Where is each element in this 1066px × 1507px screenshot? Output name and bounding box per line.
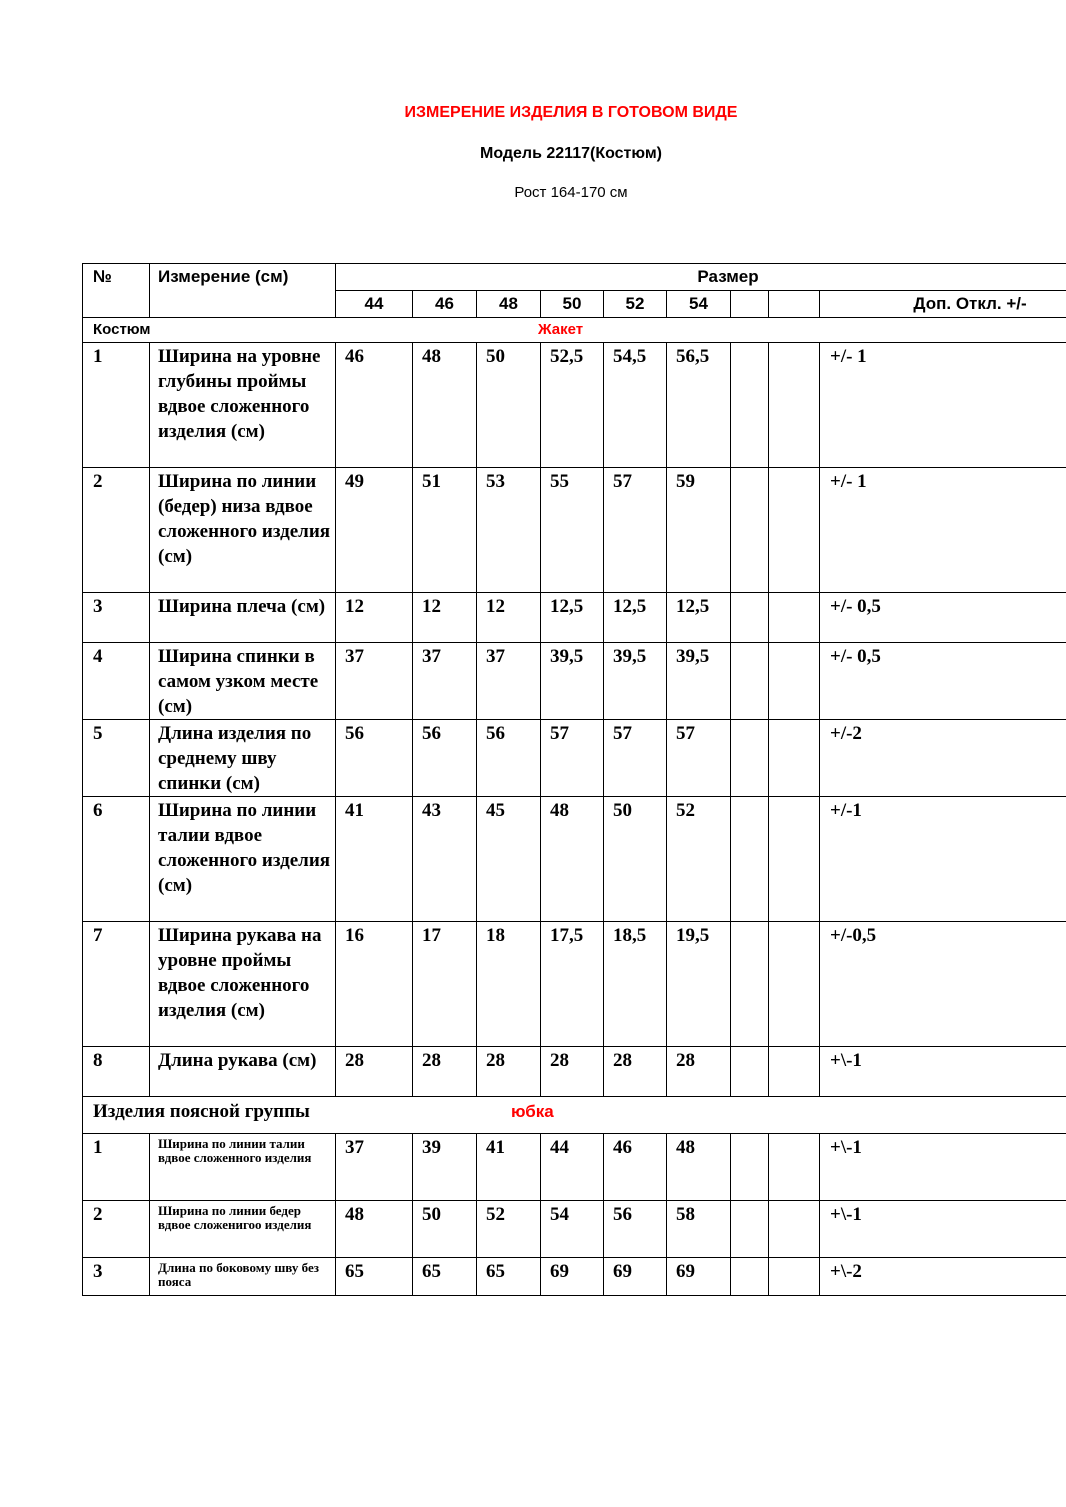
value-cell: 28 (336, 1047, 413, 1097)
value-cell (769, 643, 820, 720)
row-number: 5 (83, 720, 150, 797)
value-cell (769, 593, 820, 643)
row-number: 4 (83, 643, 150, 720)
col-number-header: № (83, 264, 150, 318)
value-cell: 50 (604, 797, 667, 922)
value-cell (731, 593, 769, 643)
tolerance-cell: +/-2 (820, 720, 1066, 797)
table-row (83, 1201, 1066, 1258)
value-cell: 17,5 (541, 922, 604, 1047)
row-number: 1 (83, 343, 150, 468)
tolerance-cell: +\-1 (820, 1201, 1066, 1258)
value-cell: 52 (477, 1201, 541, 1258)
value-cell: 55 (541, 468, 604, 593)
value-cell (769, 1047, 820, 1097)
value-cell: 56 (413, 720, 477, 797)
value-cell (731, 922, 769, 1047)
row-number: 3 (83, 1258, 150, 1296)
value-cell: 45 (477, 797, 541, 922)
value-cell: 48 (541, 797, 604, 922)
size-cell: 48 (477, 291, 541, 318)
value-cell: 39,5 (604, 643, 667, 720)
value-cell: 28 (413, 1047, 477, 1097)
value-cell: 69 (541, 1258, 604, 1296)
value-cell (731, 1047, 769, 1097)
value-cell: 53 (477, 468, 541, 593)
measurement-label: Длина рукава (см) (150, 1047, 336, 1097)
model-label: Модель 22117(Костюм) (479, 145, 662, 162)
document-title: ИЗМЕРЕНИЕ ИЗДЕЛИЯ В ГОТОВОМ ВИДЕ (404, 104, 738, 121)
value-cell: 58 (667, 1201, 731, 1258)
size-cell: 44 (336, 291, 413, 318)
value-cell: 12,5 (604, 593, 667, 643)
value-cell: 52 (667, 797, 731, 922)
tolerance-header: Доп. Откл. +/- (820, 291, 1066, 318)
tolerance-cell: +\-1 (820, 1047, 1066, 1097)
table-row (83, 643, 1066, 720)
value-cell (769, 1201, 820, 1258)
value-cell (769, 1134, 820, 1201)
value-cell (731, 797, 769, 922)
size-cell: 50 (541, 291, 604, 318)
value-cell: 56,5 (667, 343, 731, 468)
measurement-label: Ширина по линии талии вдвое сложенного изделия (см) (150, 797, 336, 922)
row-number: 8 (83, 1047, 150, 1097)
value-cell (731, 720, 769, 797)
measurement-label: Ширина по линии (бедер) низа вдвое сложенного изделия (см) (150, 468, 336, 593)
tolerance-cell: +/-0,5 (820, 922, 1066, 1047)
size-cell (731, 291, 769, 318)
measurement-label: Ширина плеча (см) (150, 593, 336, 643)
value-cell: 12 (336, 593, 413, 643)
value-cell: 50 (413, 1201, 477, 1258)
value-cell (769, 720, 820, 797)
value-cell (731, 1134, 769, 1201)
value-cell: 56 (604, 1201, 667, 1258)
table-row (83, 1047, 1066, 1097)
section-row-suit (83, 318, 1066, 343)
section-label: Костюм (93, 321, 151, 338)
value-cell: 49 (336, 468, 413, 593)
value-cell: 46 (336, 343, 413, 468)
value-cell: 43 (413, 797, 477, 922)
measurement-label: Ширина рукава на уровне проймы вдвое сложенного изделия (см) (150, 922, 336, 1047)
value-cell: 65 (336, 1258, 413, 1296)
value-cell: 65 (413, 1258, 477, 1296)
value-cell: 37 (336, 1134, 413, 1201)
value-cell: 69 (667, 1258, 731, 1296)
value-cell: 50 (477, 343, 541, 468)
value-cell: 18,5 (604, 922, 667, 1047)
row-number: 2 (83, 468, 150, 593)
table-row (83, 1134, 1066, 1201)
table-row (83, 593, 1066, 643)
value-cell: 48 (413, 343, 477, 468)
header-row (83, 264, 1066, 291)
value-cell (769, 1258, 820, 1296)
value-cell (769, 343, 820, 468)
value-cell: 28 (541, 1047, 604, 1097)
value-cell: 16 (336, 922, 413, 1047)
value-cell: 39,5 (541, 643, 604, 720)
value-cell (731, 343, 769, 468)
value-cell: 48 (667, 1134, 731, 1201)
row-number: 7 (83, 922, 150, 1047)
value-cell: 37 (336, 643, 413, 720)
tolerance-cell: +/-1 (820, 797, 1066, 922)
size-cell: 52 (604, 291, 667, 318)
height-label: Рост 164-170 см (514, 184, 628, 201)
value-cell (731, 643, 769, 720)
row-number: 1 (83, 1134, 150, 1201)
measurement-label: Ширина на уровне глубины проймы вдвое сложенного изделия (см) (150, 343, 336, 468)
tolerance-cell: +/- 0,5 (820, 643, 1066, 720)
value-cell: 41 (477, 1134, 541, 1201)
value-cell: 51 (413, 468, 477, 593)
value-cell: 39,5 (667, 643, 731, 720)
value-cell: 52,5 (541, 343, 604, 468)
value-cell: 59 (667, 468, 731, 593)
measurement-label: Ширина по линии бедер вдвое сложенигоо изделия (150, 1201, 336, 1258)
value-cell: 56 (477, 720, 541, 797)
value-cell: 57 (604, 720, 667, 797)
table-row (83, 922, 1066, 1047)
measurement-label: Ширина спинки в самом узком месте (см) (150, 643, 336, 720)
section-label: Изделия поясной группы (93, 1101, 310, 1122)
row-number: 3 (83, 593, 150, 643)
value-cell: 28 (477, 1047, 541, 1097)
value-cell: 69 (604, 1258, 667, 1296)
value-cell: 19,5 (667, 922, 731, 1047)
value-cell: 28 (604, 1047, 667, 1097)
value-cell: 12,5 (667, 593, 731, 643)
row-number: 6 (83, 797, 150, 922)
value-cell (769, 468, 820, 593)
value-cell: 54 (541, 1201, 604, 1258)
tolerance-cell: +\-1 (820, 1134, 1066, 1201)
tolerance-cell: +/- 1 (820, 343, 1066, 468)
table-row (83, 468, 1066, 593)
value-cell: 39 (413, 1134, 477, 1201)
table-row (83, 720, 1066, 797)
size-cell (769, 291, 820, 318)
value-cell: 41 (336, 797, 413, 922)
table-row (83, 343, 1066, 468)
tolerance-cell: +\-2 (820, 1258, 1066, 1296)
value-cell: 57 (541, 720, 604, 797)
value-cell: 37 (413, 643, 477, 720)
tolerance-cell: +/- 1 (820, 468, 1066, 593)
size-cell: 46 (413, 291, 477, 318)
value-cell: 57 (667, 720, 731, 797)
measurement-label: Длина изделия по среднему шву спинки (см) (150, 720, 336, 797)
measurement-label: Ширина по линии талии вдвое сложенного изделия (150, 1134, 336, 1201)
measurement-table (82, 263, 1066, 1296)
value-cell: 17 (413, 922, 477, 1047)
value-cell (769, 797, 820, 922)
col-size-header: Размер (336, 264, 1066, 291)
value-cell: 12 (413, 593, 477, 643)
size-cell: 54 (667, 291, 731, 318)
value-cell: 54,5 (604, 343, 667, 468)
value-cell: 28 (667, 1047, 731, 1097)
section-row-waist (83, 1097, 1066, 1134)
value-cell: 56 (336, 720, 413, 797)
value-cell: 44 (541, 1134, 604, 1201)
tolerance-cell: +/- 0,5 (820, 593, 1066, 643)
value-cell: 48 (336, 1201, 413, 1258)
value-cell: 12 (477, 593, 541, 643)
value-cell (769, 922, 820, 1047)
table-row (83, 1258, 1066, 1296)
value-cell: 57 (604, 468, 667, 593)
row-number: 2 (83, 1201, 150, 1258)
section-sublabel: юбка (511, 1102, 554, 1121)
value-cell: 46 (604, 1134, 667, 1201)
value-cell: 18 (477, 922, 541, 1047)
value-cell: 65 (477, 1258, 541, 1296)
section-sublabel: Жакет (538, 321, 584, 338)
value-cell (731, 468, 769, 593)
value-cell (731, 1201, 769, 1258)
table-row (83, 797, 1066, 922)
value-cell (731, 1258, 769, 1296)
value-cell: 12,5 (541, 593, 604, 643)
measurement-label: Длина по боковому шву без пояса (150, 1258, 336, 1296)
col-measure-header: Измерение (см) (150, 264, 336, 318)
value-cell: 37 (477, 643, 541, 720)
